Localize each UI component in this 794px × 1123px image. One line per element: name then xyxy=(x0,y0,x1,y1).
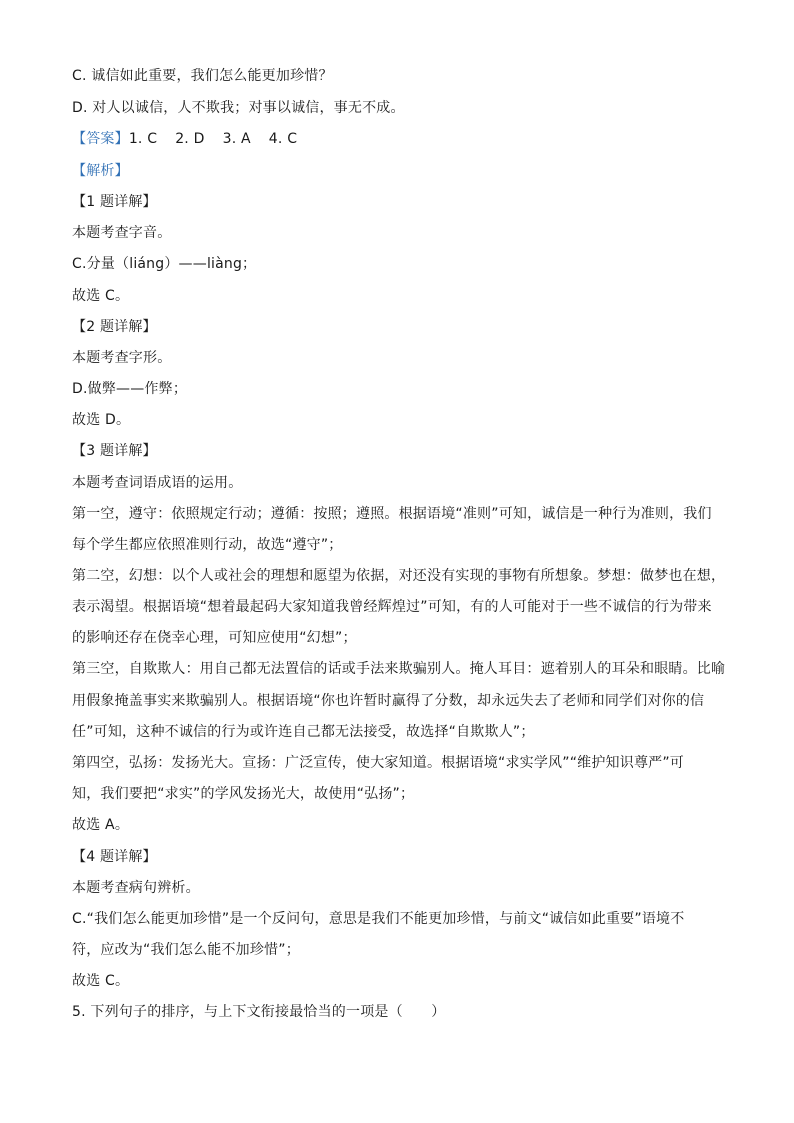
option-d: D. 对人以诚信，人不欺我；对事以诚信，事无不成。 xyxy=(72,100,405,116)
paragraph: 故选 A。 xyxy=(72,817,130,833)
answer-item: 3. A xyxy=(222,131,251,147)
answer-item: 4. C xyxy=(268,131,298,147)
paragraph: 故选 D。 xyxy=(72,412,131,428)
paragraph: 本题考查病句辨析。 xyxy=(72,880,200,896)
answer-line xyxy=(72,129,732,149)
answer-item: 1. C xyxy=(128,131,158,147)
answer-item: 2. D xyxy=(175,131,205,147)
paragraph: 知，我们要把“求实”的学风发扬光大，故使用“弘扬”； xyxy=(72,786,415,802)
paragraph: 的影响还存在侥幸心理，可知应使用“幻想”； xyxy=(72,630,357,646)
section-heading: 【2 题详解】 xyxy=(72,319,157,335)
answer-label: 【答案】 xyxy=(72,131,129,147)
analysis-label: 【解析】 xyxy=(72,163,129,179)
paragraph: 每个学生都应依照准则行动，故选“遵守”； xyxy=(72,537,343,553)
paragraph: 故选 C。 xyxy=(72,973,130,989)
paragraph: 任”可知，这种不诚信的行为或许连自己都无法接受，故选择“自欺欺人”； xyxy=(72,724,535,740)
paragraph: 本题考查词语成语的运用。 xyxy=(72,475,243,491)
paragraph: 表示渴望。根据语境“想着最起码大家知道我曾经辉煌过”可知，有的人可能对于一些不诚信的行为带来 xyxy=(72,599,712,615)
paragraph: 第三空，自欺欺人：用自己都无法置信的话或手法来欺骗别人。掩人耳目：遮着别人的耳朵和眼睛。比喻 xyxy=(72,661,726,677)
paragraph: 第四空，弘扬：发扬光大。宣扬：广泛宣传，使大家知道。根据语境“求实学风”“维护知识尊严”可 xyxy=(72,755,685,771)
section-heading: 【1 题详解】 xyxy=(72,194,157,210)
paragraph: 本题考查字形。 xyxy=(72,350,172,366)
paragraph: 本题考查字音。 xyxy=(72,225,172,241)
section-heading: 【4 题详解】 xyxy=(72,849,157,865)
paragraph: 第二空，幻想：以个人或社会的理想和愿望为依据，对还没有实现的事物有所想象。梦想：做梦也在想， xyxy=(72,568,726,584)
section-heading: 【3 题详解】 xyxy=(72,443,157,459)
option-c: C. 诚信如此重要，我们怎么能更加珍惜？ xyxy=(72,68,333,84)
paragraph: 故选 C。 xyxy=(72,288,130,304)
paragraph: D.做弊——作弊； xyxy=(72,381,188,397)
paragraph: 第一空，遵守：依照规定行动；遵循：按照；遵照。根据语境“准则”可知，诚信是一种行为准则，我们 xyxy=(72,506,712,522)
paragraph: C.“我们怎么能更加珍惜”是一个反问句，意思是我们不能更加珍惜，与前文“诚信如此重要”语境不 xyxy=(72,911,685,927)
paragraph: C.分量（liáng）——liàng； xyxy=(72,256,257,272)
question-5: 5. 下列句子的排序，与上下文衔接最恰当的一项是（ ） xyxy=(72,1004,446,1020)
paragraph: 符，应改为“我们怎么能不加珍惜”； xyxy=(72,942,300,958)
paragraph: 用假象掩盖事实来欺骗别人。根据语境“你也许暂时赢得了分数，却永远失去了老师和同学们对你的信 xyxy=(72,693,705,709)
